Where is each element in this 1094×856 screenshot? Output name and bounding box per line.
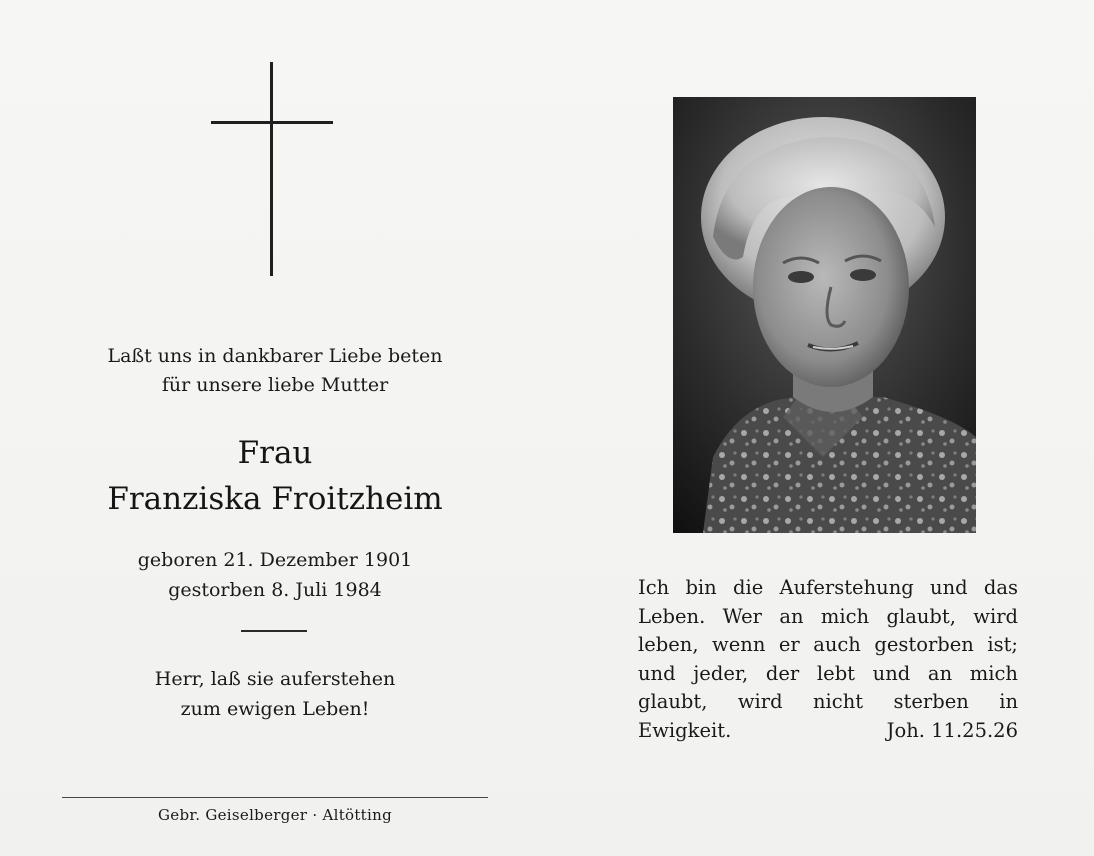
life-dates (40, 545, 510, 605)
prayer-text (40, 664, 510, 724)
verse-reference: Joh. 11.25.26 (886, 718, 1018, 742)
cross-icon-horizontal (211, 121, 333, 124)
verse-final-word: Ewigkeit. (638, 718, 732, 742)
portrait-photo (673, 97, 976, 533)
portrait-illustration (673, 97, 976, 533)
full-name: Franziska Froitzheim (107, 481, 443, 517)
bible-verse (638, 574, 1018, 745)
salutation: Frau (237, 435, 313, 471)
death-date: gestorben 8. Juli 1984 (168, 579, 382, 601)
publisher-imprint: Gebr. Geiselberger · Altötting (158, 806, 392, 824)
verse-line: glaubt, wird nicht sterben in (638, 690, 1018, 713)
verse-line: Leben. Wer an mich glaubt, wird (638, 604, 1018, 628)
prayer-line-2: zum ewigen Leben! (180, 698, 370, 720)
birth-date: geboren 21. Dezember 1901 (137, 549, 413, 571)
verse-last-line (638, 717, 1018, 746)
verse-line: Ich bin die Auferstehung und das (638, 576, 1018, 599)
intro-line-1: Laßt uns in dankbarer Liebe beten (107, 345, 443, 367)
footer-divider (62, 797, 488, 798)
divider (241, 630, 307, 632)
verse-line: und jeder, der lebt und an mich (638, 661, 1018, 685)
intro-text (40, 342, 510, 400)
intro-line-2: für unsere liebe Mutter (161, 374, 389, 396)
deceased-name (40, 430, 510, 522)
cross-icon-vertical (270, 62, 273, 276)
prayer-line-1: Herr, laß sie auferstehen (154, 668, 396, 690)
verse-line: leben, wenn er auch gestorben ist; (638, 633, 1018, 656)
